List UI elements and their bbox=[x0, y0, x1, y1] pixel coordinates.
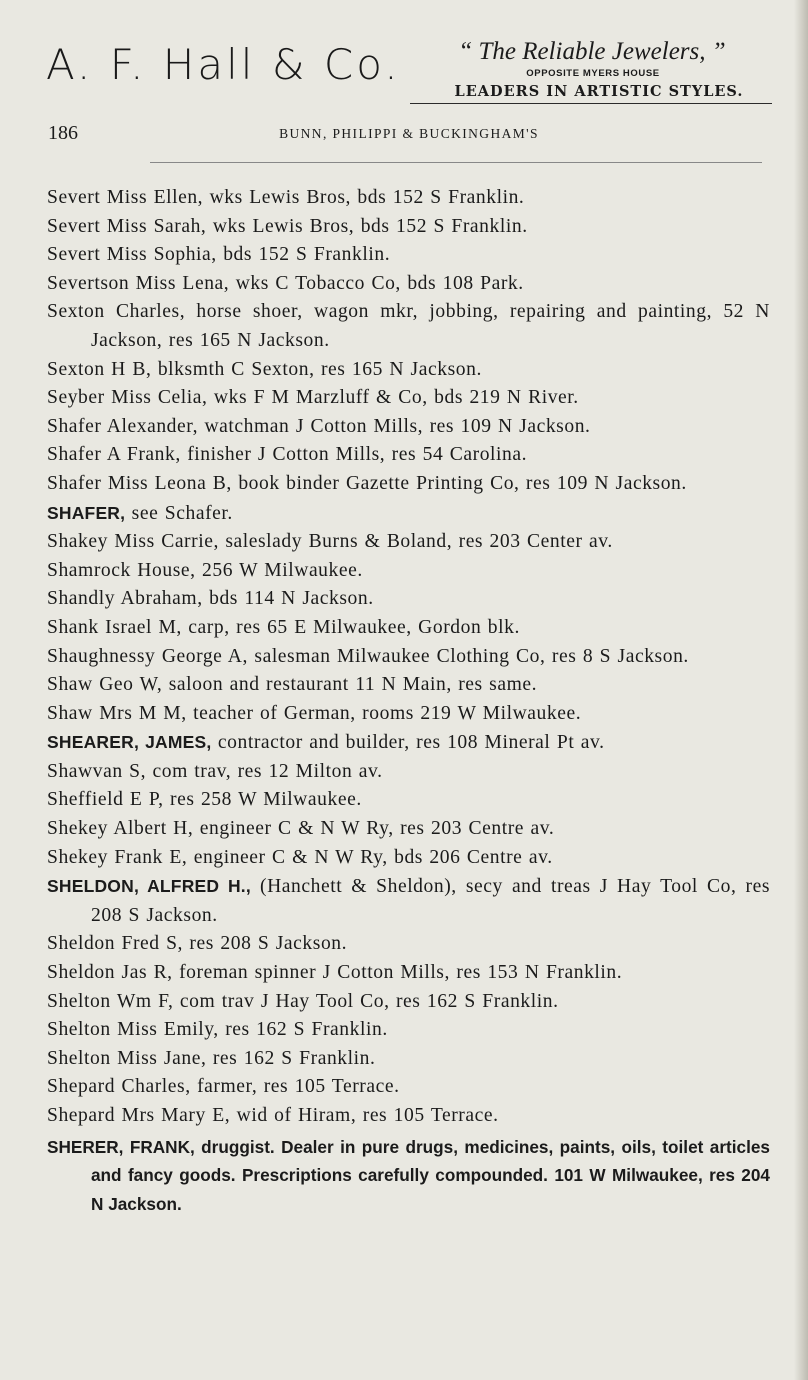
entry-text: (Hanchett & Sheldon), secy and treas J Hay Tool Co, res 208 S Jackson. bbox=[91, 876, 770, 926]
directory-entries bbox=[47, 184, 770, 1218]
header-rule bbox=[410, 103, 772, 104]
entry-bold-name: SHAFER, bbox=[47, 502, 126, 523]
directory-entry: Shaw Mrs M M, teacher of German, rooms 219 W Milwaukee. bbox=[47, 702, 582, 724]
directory-entry: Shawvan S, com trav, res 12 Milton av. bbox=[47, 760, 383, 782]
entry-bold-name: SHELDON, ALFRED H., bbox=[47, 876, 251, 897]
directory-entry: Sheffield E P, res 258 W Milwaukee. bbox=[47, 789, 362, 811]
sherer-advertisement-entry: SHERER, FRANK, druggist. Dealer in pure drugs, medicines, paints, oils, toilet articles and fancy goods. Prescriptions carefully compounded. 101 W Milwaukee, res 204 N Jackson. bbox=[47, 1136, 770, 1214]
directory-entry: Shaughnessy George A, salesman Milwaukee Clothing Co, res 8 S Jackson. bbox=[47, 645, 689, 667]
directory-entry: Shelton Wm F, com trav J Hay Tool Co, res 162 S Franklin. bbox=[47, 990, 559, 1012]
directory-entry: Shandly Abraham, bds 114 N Jackson. bbox=[47, 588, 374, 610]
directory-entry: Shekey Albert H, engineer C & N W Ry, res 203 Centre av. bbox=[47, 818, 555, 840]
directory-entry: Shelton Miss Emily, res 162 S Franklin. bbox=[47, 1019, 388, 1041]
directory-entry: Shekey Frank E, engineer C & N W Ry, bds 206 Centre av. bbox=[47, 846, 553, 868]
directory-entry: Severt Miss Sarah, wks Lewis Bros, bds 152 S Franklin. bbox=[47, 215, 528, 237]
directory-entry: Shepard Charles, farmer, res 105 Terrace. bbox=[47, 1076, 400, 1098]
page-edge-shadow bbox=[794, 0, 808, 1380]
directory-entry: Sexton H B, blksmth C Sexton, res 165 N Jackson. bbox=[47, 358, 482, 380]
running-head bbox=[46, 122, 772, 150]
entry-text: contractor and builder, res 108 Mineral Pt av. bbox=[211, 732, 605, 754]
directory-entry: Shafer Miss Leona B, book binder Gazette Printing Co, res 109 N Jackson. bbox=[47, 472, 687, 494]
directory-entry: Shaw Geo W, saloon and restaurant 11 N Main, res same. bbox=[47, 674, 538, 696]
directory-entry: Severt Miss Ellen, wks Lewis Bros, bds 152 S Franklin. bbox=[47, 187, 525, 208]
directory-entry: Sexton Charles, horse shoer, wagon mkr, jobbing, repairing and painting, 52 N Jackson, res 165 N Jackson. bbox=[47, 301, 770, 351]
entry-text: see Schafer. bbox=[125, 502, 233, 524]
running-title: BUNN, PHILIPPI & BUCKINGHAM'S bbox=[279, 126, 539, 141]
ad-location: OPPOSITE MYERS HOUSE bbox=[526, 68, 660, 79]
directory-entry bbox=[47, 728, 770, 758]
directory-entry: Sheldon Jas R, foreman spinner J Cotton Mills, res 153 N Franklin. bbox=[47, 962, 623, 984]
directory-entry: Shafer A Frank, finisher J Cotton Mills, res 54 Carolina. bbox=[47, 444, 528, 466]
directory-entry bbox=[47, 499, 770, 529]
page-number: 186 bbox=[48, 122, 78, 144]
entry-bold-name: SHEARER, JAMES, bbox=[47, 732, 212, 753]
directory-entry bbox=[47, 872, 770, 930]
directory-entry: Sheldon Fred S, res 208 S Jackson. bbox=[47, 933, 348, 955]
directory-entry: Shakey Miss Carrie, saleslady Burns & Boland, res 203 Center av. bbox=[47, 531, 613, 553]
directory-entry: Shank Israel M, carp, res 65 E Milwaukee, Gordon blk. bbox=[47, 616, 520, 638]
directory-entry: Shelton Miss Jane, res 162 S Franklin. bbox=[47, 1047, 376, 1069]
ad-slogan: “ The Reliable Jewelers, ” bbox=[458, 38, 726, 65]
directory-entry: Shepard Mrs Mary E, wid of Hiram, res 105 Terrace. bbox=[47, 1105, 499, 1126]
directory-entry: Severt Miss Sophia, bds 152 S Franklin. bbox=[47, 244, 391, 266]
directory-entry: Shafer Alexander, watchman J Cotton Mills, res 109 N Jackson. bbox=[47, 415, 591, 437]
directory-entry: Shamrock House, 256 W Milwaukee. bbox=[47, 559, 363, 581]
directory-entry: Severtson Miss Lena, wks C Tobacco Co, bds 108 Park. bbox=[47, 272, 524, 294]
directory-entry: Seyber Miss Celia, wks F M Marzluff & Co, bds 219 N River. bbox=[47, 387, 579, 409]
running-head-rule bbox=[150, 162, 762, 163]
jeweler-logo: A. F. Hall & Co. bbox=[46, 40, 401, 89]
ad-tagline: LEADERS IN ARTISTIC STYLES. bbox=[454, 83, 744, 100]
